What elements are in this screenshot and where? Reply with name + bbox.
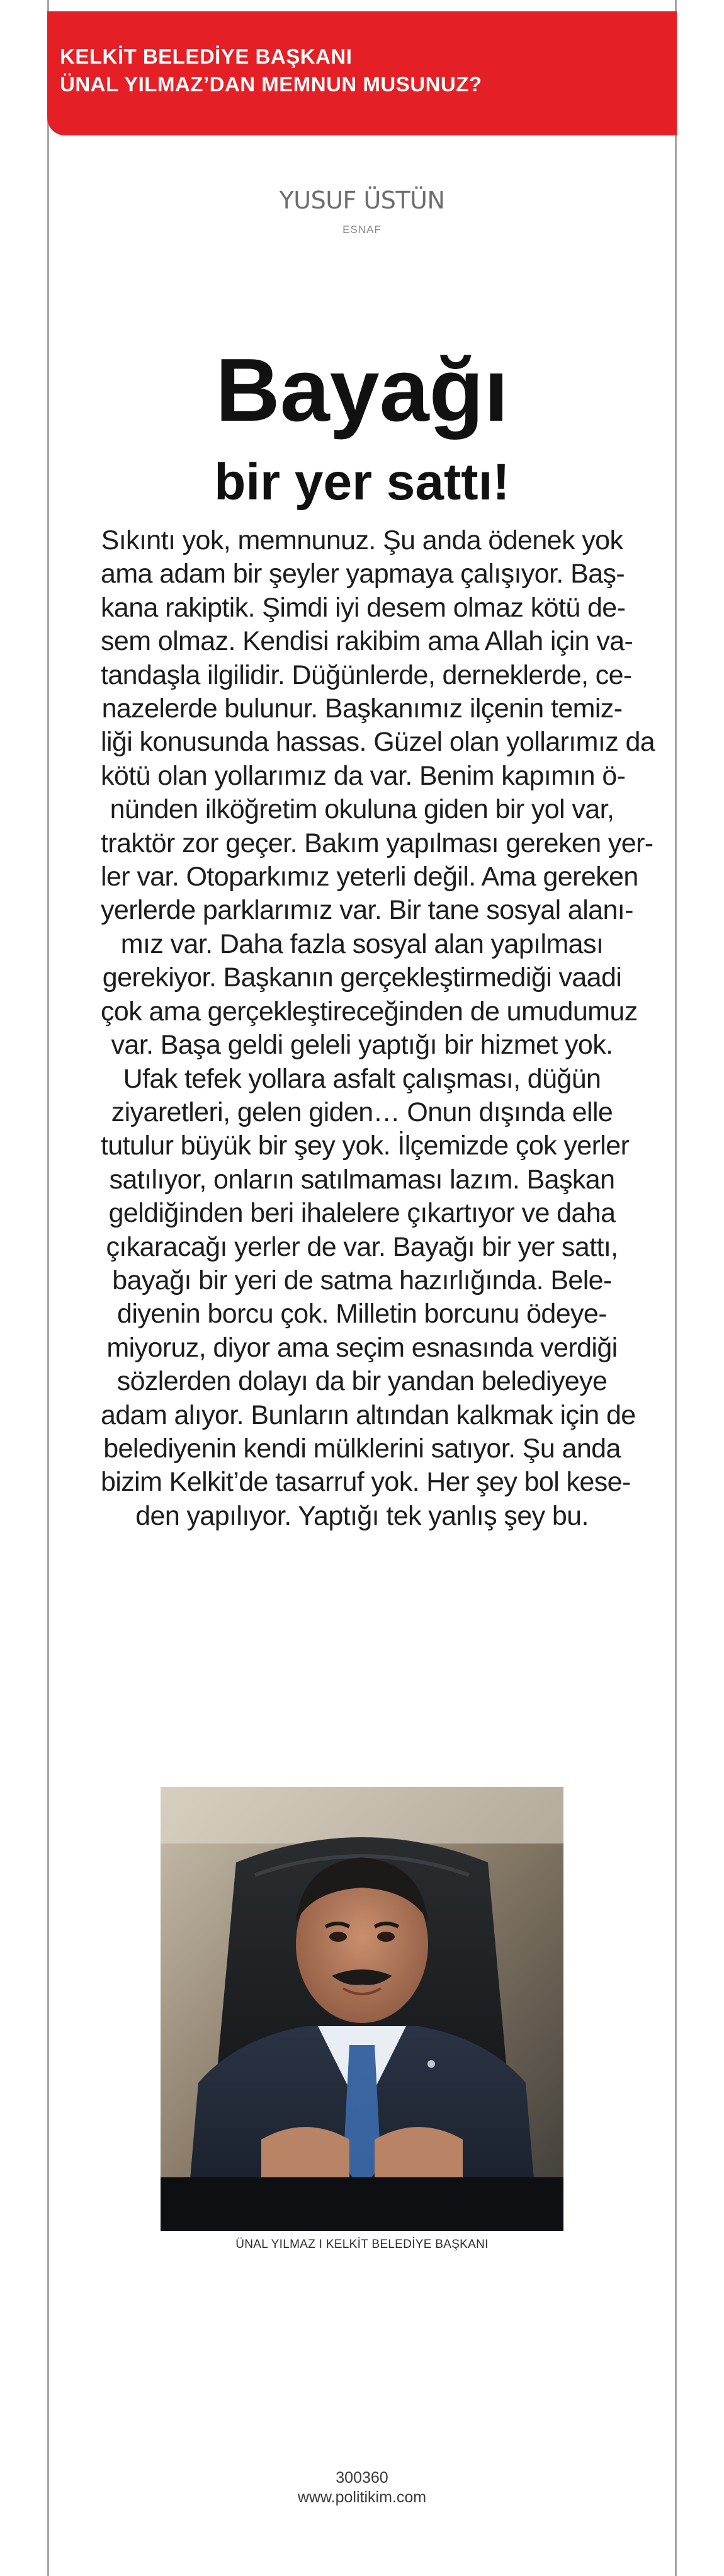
footer-url: www.politikim.com xyxy=(297,2488,427,2506)
author-name: YUSUF ÜSTÜN xyxy=(279,186,445,214)
body-line: sözlerden dolayı da bir yandan belediyeye xyxy=(116,1366,608,1397)
body-line: sem olmaz. Kendisi rakibim ama Allah için va- xyxy=(101,626,633,657)
body-line: liği konusunda hassas. Güzel olan yollarımız da xyxy=(101,727,655,758)
body-line: Sıkıntı yok, memnunuz. Şu anda ödenek yok xyxy=(101,525,623,556)
body-line: ziyaretleri, gelen giden… Onun dışında elle xyxy=(111,1097,613,1127)
headline: Bayağı xyxy=(215,340,509,440)
portrait-illustration xyxy=(161,1787,563,2231)
author-occupation: ESNAF xyxy=(342,224,382,236)
body-line: mız var. Daha fazla sosyal alan yapılması xyxy=(120,928,604,959)
body-line: geldiğinden beri ihalelere çıkartıyor ve daha xyxy=(108,1198,616,1229)
body-line: tutulur büyük bir şey yok. İlçemizde çok yerler xyxy=(101,1131,630,1161)
mayor-photo xyxy=(161,1787,563,2231)
body-line: diyenin borcu çok. Milletin borcunu ödeye- xyxy=(117,1299,607,1330)
banner-line-2: ÜNAL YILMAZ’DAN MEMNUN MUSUNUZ? xyxy=(60,72,482,96)
body-line: bizim Kelkit’de tasarruf yok. Her şey bol kese- xyxy=(101,1467,631,1498)
body-line: çıkaracağı yerler de var. Bayağı bir yer sattı, xyxy=(106,1231,618,1262)
body-line: çok ama gerçekleştireceğinden de umudumuz xyxy=(101,996,638,1027)
body-line: kana rakiptik. Şimdi iyi desem olmaz kötü de- xyxy=(101,592,626,623)
photo-caption: ÜNAL YILMAZ I KELKİT BELEDİYE BAŞKANI xyxy=(235,2238,489,2251)
body-line: adam alıyor. Bunların altından kalkmak için de xyxy=(101,1399,636,1430)
body-line: belediyenin kendi mülklerini satıyor. Şu anda xyxy=(103,1433,621,1464)
body-line: yerlerde parklarımız var. Bir tane sosyal alanı- xyxy=(101,895,633,926)
body-line: gerekiyor. Başkanın gerçekleştirmediği vaadi xyxy=(102,962,622,993)
body-line: kötü olan yollarımız da var. Benim kapımın ö- xyxy=(101,760,626,791)
footer-number: 300360 xyxy=(336,2469,388,2487)
subheadline: bir yer sattı! xyxy=(214,453,510,511)
body-line: nünden ilköğretim okuluna giden bir yol var, xyxy=(110,794,614,825)
body-line: satılıyor, onların satılmaması lazım. Başkan xyxy=(109,1164,615,1195)
banner-line-1: KELKİT BELEDİYE BAŞKANI xyxy=(60,45,353,68)
body-line: ama adam bir şeyler yapmaya çalışıyor. Baş- xyxy=(101,559,625,590)
body-line: den yapılıyor. Yaptığı tek yanlış şey bu. xyxy=(135,1500,589,1531)
banner-text xyxy=(60,43,482,98)
body-line: ler var. Otoparkımız yeterli değil. Ama gereken xyxy=(101,862,638,892)
body-line: var. Başa geldi geleli yaptığı bir hizmet yok. xyxy=(111,1030,613,1061)
body-line: nazelerde bulunur. Başkanımız ilçenin temiz- xyxy=(101,693,623,724)
body-line: tandaşla ilgilidir. Düğünlerde, derneklerde, ce- xyxy=(101,659,632,690)
body-line: miyoruz, diyor ama seçim esnasında verdiği xyxy=(106,1332,618,1363)
body-line: Ufak tefek yollara asfalt çalışması, düğün xyxy=(123,1063,601,1094)
body-line: bayağı bir yeri de satma hazırlığında. Bele- xyxy=(112,1265,612,1296)
article-body xyxy=(101,524,655,1533)
body-line: traktör zor geçer. Bakım yapılması gereken yer- xyxy=(101,828,653,858)
